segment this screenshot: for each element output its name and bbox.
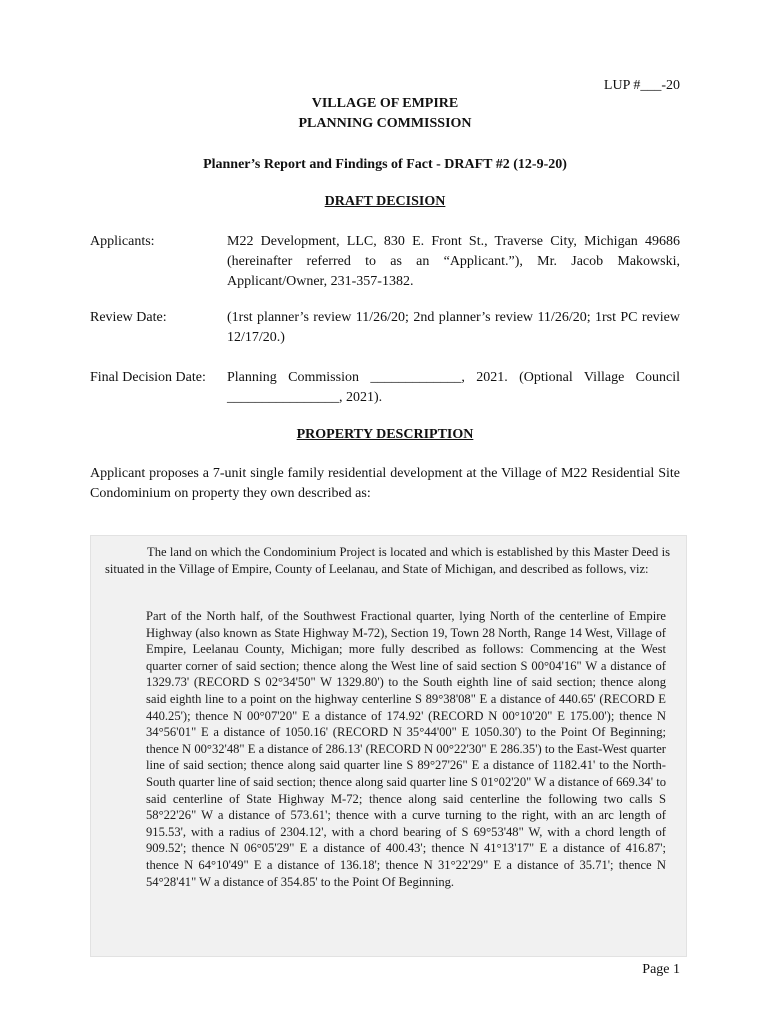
property-description-heading: PROPERTY DESCRIPTION — [296, 427, 474, 442]
final-decision-row — [90, 368, 680, 408]
lup-number: LUP #___-20 — [603, 78, 680, 93]
draft-decision-heading: DRAFT DECISION — [324, 194, 446, 209]
deed-legal-description: Part of the North half, of the Southwest Fractional quarter, lying North of the centerline of Empire Highway (also known as State Highway M-72), Section 19, Town 28 North, Range 14 West, Village of Empire, Leelanau County, Michigan; more fully described as follows: Commencing at the West quarter corner of said section; thence along the West line of said section S 00°04'16" W a distance of 1329.73' (RECORD S 02°34'50" W 1329.80') to the South eighth line of said section; thence along said eighth line to a point on the highway centerline S 89°38'08" E a distance of 440.65' (RECORD E 440.25'); thence N 00°07'20" E a distance of 174.92' (RECORD N 00°10'20" E 175.00'); thence N 34°56'01" E a distance of 1050.16' (RECORD N 35°44'00" E 1050.30') to the Point Of Beginning; thence N 00°32'48" E a distance of 286.13' (RECORD N 00°22'30" E 286.35') to the East-West quarter line of said section; thence along said quarter line S 89°27'26" E a distance of 1182.41' to the North-South quarter line of said section; thence along said quarter line S 01°02'20" W a distance of 669.34' to said centerline of State Highway M-72; thence along said centerline the following two calls S 58°22'26" W a distance of 573.61'; thence with a curve turning to the right, with an arc length of 915.53', with a radius of 2304.12', with a chord bearing of S 69°53'48" W, with a chord length of 909.52'; thence N 06°05'29" E a distance of 400.43'; thence N 41°13'17" E a distance of 416.87'; thence N 64°10'49" E a distance of 136.18'; thence N 31°22'29" E a distance of 35.71'; thence N 54°28'41" W a distance of 354.85' to the Point Of Beginning. — [146, 609, 666, 889]
applicants-value: M22 Development, LLC, 830 E. Front St., Traverse City, Michigan 49686 (hereinafter referred to as an “Applicant.”), Mr. Jacob Makowski, Applicant/Owner, 231-357-1382. — [227, 234, 680, 289]
final-decision-label: Final Decision Date: — [90, 370, 206, 385]
review-date-row — [90, 308, 680, 348]
applicants-row — [90, 232, 680, 292]
review-date-label: Review Date: — [90, 310, 167, 325]
page-number: Page 1 — [642, 962, 680, 977]
review-date-value: (1rst planner’s review 11/26/20; 2nd planner’s review 11/26/20; 1rst PC review 12/17/20.) — [227, 310, 680, 345]
village-title: VILLAGE OF EMPIRE — [311, 96, 459, 111]
deed-paragraph-1: The land on which the Condominium Project is located and which is established by this Master Deed is situated in the Village of Empire, County of Leelanau, and State of Michigan, and described as follows, viz: — [105, 545, 670, 576]
applicants-label: Applicants: — [90, 234, 155, 249]
intro-paragraph: Applicant proposes a 7-unit single family residential development at the Village of M22 Residential Site Condominium on property they own described as: — [90, 466, 680, 501]
final-decision-value: Planning Commission _____________, 2021. (Optional Village Council ________________, 2021). — [227, 370, 680, 405]
report-title: Planner’s Report and Findings of Fact - DRAFT #2 (12-9-20) — [203, 157, 567, 172]
commission-title: PLANNING COMMISSION — [298, 116, 472, 131]
master-deed-scan — [90, 535, 687, 957]
